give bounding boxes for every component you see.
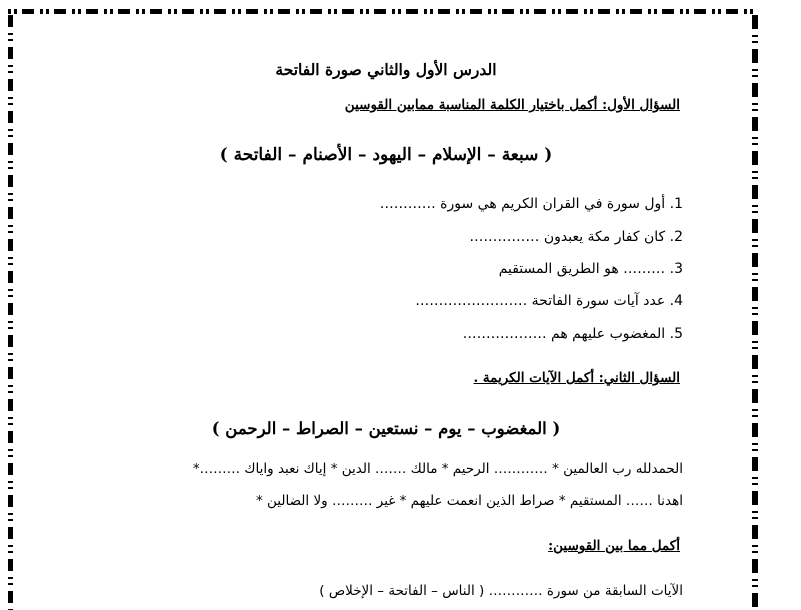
question-3-line: الآيات السابقة من سورة ………… ( الناس – الفاتحة – الإخلاص ): [319, 583, 683, 599]
question-1-item-2: 2. كان كفار مكة يعبدون ……………: [469, 229, 683, 245]
question-2-choices: ( المغضوب – يوم – نستعين – الصراط – الرحمن ): [211, 419, 561, 438]
question-1-item-1: 1. أول سورة في القران الكريم هي سورة …………: [379, 196, 683, 212]
lesson-title: الدرس الأول والثاني صورة الفاتحة: [275, 60, 497, 79]
verse-line-1: الحمدلله رب العالمين * ………… الرحيم * مالك ……. الدين * إياك نعبد واياك ………*: [192, 461, 683, 477]
question-3-heading: أكمل مما بين القوسين:: [548, 538, 680, 554]
question-1-item-5: 5. المغضوب عليهم هم ………………: [462, 326, 683, 342]
question-1-item-4: 4. عدد آيات سورة الفاتحة ……………………: [415, 293, 683, 309]
frame-border-right: [752, 15, 758, 610]
frame-border-left: [8, 15, 13, 610]
verse-line-2: اهدنا …… المستقيم * صراط الذين انعمت عليهم * غير ……… ولا الضالين *: [255, 493, 683, 509]
question-1-choices: ( سبعة – الإسلام – اليهود – الأصنام – الفاتحة ): [219, 145, 553, 165]
question-2-heading: السؤال الثاني: أكمل الآيات الكريمة .: [473, 370, 680, 386]
frame-border-top: [8, 8, 758, 15]
question-1-item-3: 3. ……… هو الطريق المستقيم: [498, 261, 683, 277]
question-1-heading: السؤال الأول: أكمل باختيار الكلمة المناسبة ممابين القوسين: [344, 97, 680, 113]
